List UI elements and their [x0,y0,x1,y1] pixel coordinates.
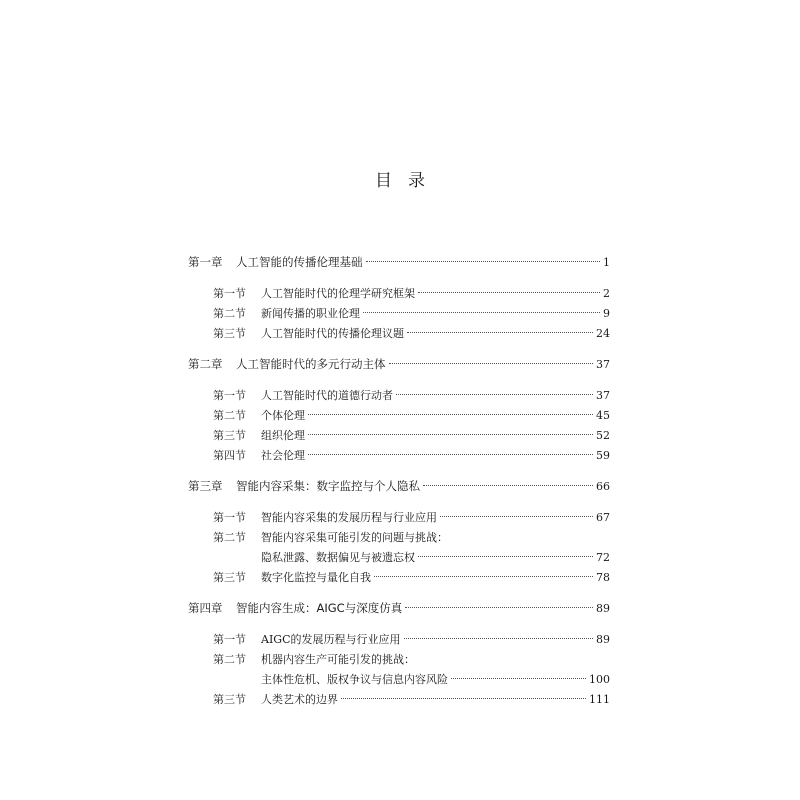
section-number: 第三节 [213,693,246,706]
section-number: 第三节 [213,429,246,442]
section-title: 人工智能时代的道德行动者 [261,389,393,402]
section-number: 第一节 [213,389,246,402]
section-number: 第一节 [213,511,246,524]
section-title: 组织伦理 [261,429,305,442]
chapter-title: 人工智能的传播伦理基础 [236,255,363,269]
section-number: 第一节 [213,287,246,300]
section-title-continuation: 主体性危机、版权争议与信息内容风险 [261,673,448,686]
section-title: 社会伦理 [261,449,305,462]
section-number: 第三节 [213,571,246,584]
section-number: 第一节 [213,633,246,646]
section-entry-continuation[interactable] [188,548,610,568]
dot-leader [423,485,593,486]
page-number: 37 [596,358,610,371]
section-entry[interactable] [188,284,610,304]
section-entry[interactable] [188,446,610,466]
page-number: 67 [596,511,610,524]
page-number: 100 [589,673,610,686]
chapter-entry-3[interactable] [188,476,610,496]
dot-leader [366,261,601,262]
section-number: 第二节 [213,409,246,422]
section-entry[interactable] [188,386,610,406]
dot-leader [308,434,593,435]
section-title: 智能内容采集的发展历程与行业应用 [261,511,437,524]
section-entry[interactable] [188,650,610,670]
section-title: 数字化监控与量化自我 [261,571,371,584]
page-number: 45 [596,409,610,422]
dot-leader [440,516,593,517]
dot-leader [404,638,594,639]
section-number: 第四节 [213,449,246,462]
table-of-contents [188,252,610,710]
page-number: 59 [596,449,610,462]
page-number: 89 [596,633,610,646]
page-number: 2 [603,287,610,300]
dot-leader [418,292,600,293]
dot-leader [308,454,593,455]
section-entry[interactable] [188,304,610,324]
section-entry[interactable] [188,690,610,710]
page-number: 111 [589,693,610,706]
section-entry[interactable] [188,406,610,426]
section-entry[interactable] [188,528,610,548]
section-title-continuation: 隐私泄露、数据偏见与被遗忘权 [261,551,415,564]
section-title: 机器内容生产可能引发的挑战： [261,653,415,666]
dot-leader [363,312,600,313]
section-title: 人工智能时代的传播伦理议题 [261,327,404,340]
page-number: 37 [596,389,610,402]
section-entry[interactable] [188,426,610,446]
section-title: 人类艺术的边界 [261,693,338,706]
dot-leader [405,607,593,608]
chapter-entry-2[interactable] [188,354,610,374]
dot-leader [451,678,586,679]
page-number: 1 [603,256,610,269]
section-number: 第二节 [213,653,246,666]
section-title: AIGC的发展历程与行业应用 [261,633,401,646]
chapter-entry-1[interactable] [188,252,610,272]
section-title: 新闻传播的职业伦理 [261,307,360,320]
dot-leader [418,556,593,557]
dot-leader [374,576,593,577]
section-entry-continuation[interactable] [188,670,610,690]
chapter-title: 智能内容采集：数字监控与个人隐私 [236,479,420,493]
page-number: 9 [603,307,610,320]
dot-leader [341,698,586,699]
section-title: 人工智能时代的伦理学研究框架 [261,287,415,300]
title-char-2: 录 [408,171,425,191]
chapter-title: 人工智能时代的多元行动主体 [236,357,386,371]
page-title [0,166,800,191]
section-entry[interactable] [188,508,610,528]
dot-leader [389,363,594,364]
page-number: 89 [596,602,610,615]
page-number: 24 [596,327,610,340]
section-entry[interactable] [188,324,610,344]
dot-leader [396,394,593,395]
chapter-number: 第二章 [188,357,223,371]
dot-leader [407,332,593,333]
section-number: 第三节 [213,327,246,340]
dot-leader [308,414,593,415]
section-entry[interactable] [188,630,610,650]
page-number: 66 [596,480,610,493]
section-number: 第二节 [213,307,246,320]
chapter-number: 第一章 [188,255,223,269]
chapter-number: 第三章 [188,479,223,493]
section-title: 智能内容采集可能引发的问题与挑战： [261,531,448,544]
section-entry[interactable] [188,568,610,588]
title-char-1: 目 [375,171,392,191]
page-number: 72 [596,551,610,564]
page-number: 78 [596,571,610,584]
section-title: 个体伦理 [261,409,305,422]
chapter-title: 智能内容生成：AIGC与深度仿真 [236,601,403,615]
chapter-entry-4[interactable] [188,598,610,618]
section-number: 第二节 [213,531,246,544]
chapter-number: 第四章 [188,601,223,615]
page-number: 52 [596,429,610,442]
